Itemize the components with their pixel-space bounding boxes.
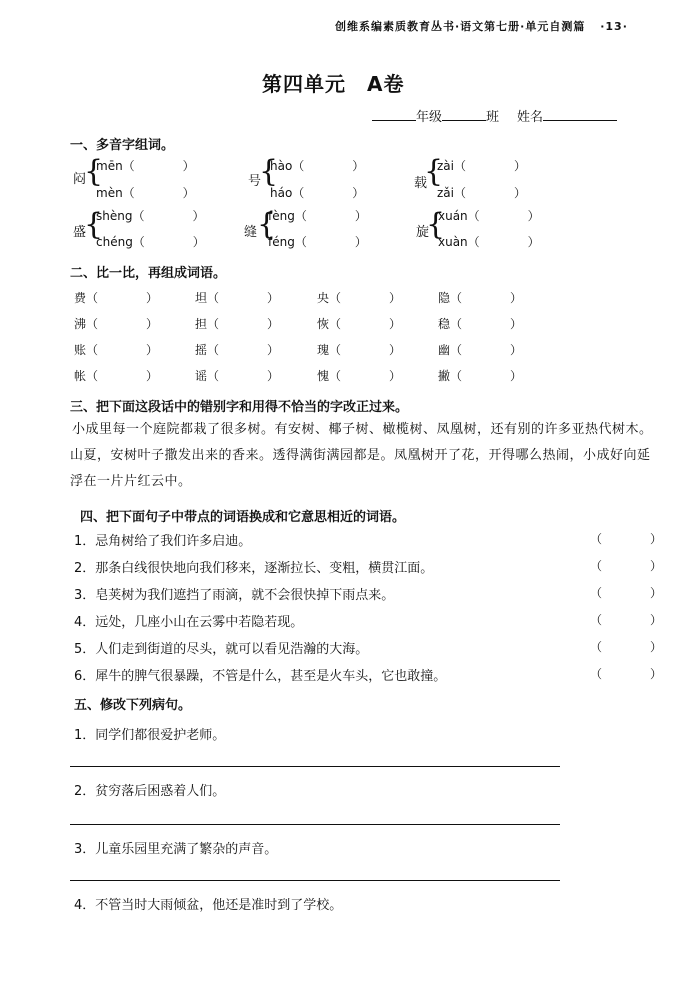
poly-char: 号 xyxy=(248,174,262,189)
section-2-heading: 二、比一比，再组成词语。 xyxy=(70,266,227,281)
answer-paren[interactable]: （ ） xyxy=(590,667,663,681)
section-5-heading: 五、修改下列病句。 xyxy=(74,698,192,713)
class-label: 班 xyxy=(486,110,500,125)
sick-sentence: 4．不管当时大雨倾盆，他还是准时到了学校。 xyxy=(74,898,343,913)
compare-item: 稳（ ） xyxy=(438,317,523,331)
brace: { xyxy=(84,154,104,189)
compare-item: 谣（ ） xyxy=(195,369,280,383)
synonym-sentence: 4．远处，几座小山在云雾中若隐若现。 xyxy=(74,615,304,630)
pinyin-item: fèng（ ） xyxy=(268,209,367,223)
pinyin-item: mēn（ ） xyxy=(96,159,195,173)
answer-paren[interactable]: （ ） xyxy=(590,640,663,654)
pinyin-item: zài（ ） xyxy=(437,159,526,173)
compare-item: 沸（ ） xyxy=(74,317,159,331)
name-label: 姓名 xyxy=(517,110,544,125)
compare-item: 瑰（ ） xyxy=(317,343,402,357)
poly-char: 载 xyxy=(414,176,428,191)
pinyin-item: xuán（ ） xyxy=(438,209,540,223)
pinyin-item: chéng（ ） xyxy=(96,235,205,249)
answer-paren[interactable]: （ ） xyxy=(590,532,663,546)
section-3-heading: 三、把下面这段话中的错别字和用得不恰当的字改正过来。 xyxy=(70,400,409,415)
compare-item: 恢（ ） xyxy=(317,317,402,331)
pinyin-item: háo（ ） xyxy=(270,186,365,200)
compare-item: 撇（ ） xyxy=(438,369,523,383)
answer-paren[interactable]: （ ） xyxy=(590,613,663,627)
section-4-heading: 四、把下面句子中带点的词语换成和它意思相近的词语。 xyxy=(80,510,406,525)
answer-line[interactable] xyxy=(70,880,560,881)
poly-char: 盛 xyxy=(73,225,87,240)
synonym-sentence: 5．人们走到街道的尽头，就可以看见浩瀚的大海。 xyxy=(74,642,369,657)
compare-item: 担（ ） xyxy=(195,317,280,331)
answer-paren[interactable]: （ ） xyxy=(590,559,663,573)
pinyin-item: mèn（ ） xyxy=(96,186,195,200)
synonym-sentence: 2．那条白线很快地向我们移来，逐渐拉长、变粗，横贯江面。 xyxy=(74,561,434,576)
class-info-line xyxy=(372,106,617,125)
compare-item: 费（ ） xyxy=(74,291,159,305)
poly-char: 缝 xyxy=(244,225,258,240)
compare-item: 幽（ ） xyxy=(438,343,523,357)
running-header xyxy=(335,18,628,34)
class-blank[interactable] xyxy=(442,108,486,121)
page-title: 第四单元 A卷 xyxy=(262,72,405,96)
compare-item: 坦（ ） xyxy=(195,291,280,305)
compare-item: 帐（ ） xyxy=(74,369,159,383)
synonym-sentence: 3．皂荚树为我们遮挡了雨滴，就不会很快掉下雨点来。 xyxy=(74,588,395,603)
pinyin-item: féng（ ） xyxy=(268,235,367,249)
brace: { xyxy=(424,154,444,189)
brace: { xyxy=(259,154,279,189)
grade-label: 年级 xyxy=(416,110,443,125)
poly-char: 旋 xyxy=(416,225,430,240)
brace: { xyxy=(84,207,104,242)
pinyin-item: zǎi（ ） xyxy=(437,186,526,200)
sick-sentence: 2．贫穷落后困惑着人们。 xyxy=(74,784,226,799)
compare-item: 摇（ ） xyxy=(195,343,280,357)
pinyin-item: xuàn（ ） xyxy=(438,235,540,249)
synonym-sentence: 1．忌角树给了我们许多启迪。 xyxy=(74,534,252,549)
answer-line[interactable] xyxy=(70,824,560,825)
section-1-heading: 一、多音字组词。 xyxy=(70,138,175,153)
pinyin-item: shèng（ ） xyxy=(96,209,205,223)
poly-char: 闷 xyxy=(73,172,87,187)
grade-blank[interactable] xyxy=(372,108,416,121)
answer-paren[interactable]: （ ） xyxy=(590,586,663,600)
correction-paragraph: 小成里每一个庭院都栽了很多树。有安树、椰子树、橄榄树、凤凰树，还有别的许多亚热代树木。山夏，安树叶子撒发出来的香来。透得满街满园都是。凤凰树开了花，开得哪么热闹，小成好向延浮在一片片红云中。 xyxy=(70,422,653,489)
name-blank[interactable] xyxy=(543,108,617,121)
page-number: ·13· xyxy=(600,20,628,33)
synonym-sentence: 6．犀牛的脾气很暴躁，不管是什么，甚至是火车头，它也敢撞。 xyxy=(74,669,447,684)
compare-item: 愧（ ） xyxy=(317,369,402,383)
compare-item: 账（ ） xyxy=(74,343,159,357)
brace: { xyxy=(257,207,277,242)
running-title: 创维系编素质教育丛书·语文第七册·单元自测篇 xyxy=(335,20,586,33)
compare-item: 央（ ） xyxy=(317,291,402,305)
sick-sentence: 1．同学们都很爱护老师。 xyxy=(74,728,226,743)
answer-line[interactable] xyxy=(70,766,560,767)
brace: { xyxy=(426,207,446,242)
pinyin-item: hào（ ） xyxy=(270,159,365,173)
compare-item: 隐（ ） xyxy=(438,291,523,305)
sick-sentence: 3．儿童乐园里充满了繁杂的声音。 xyxy=(74,842,278,857)
